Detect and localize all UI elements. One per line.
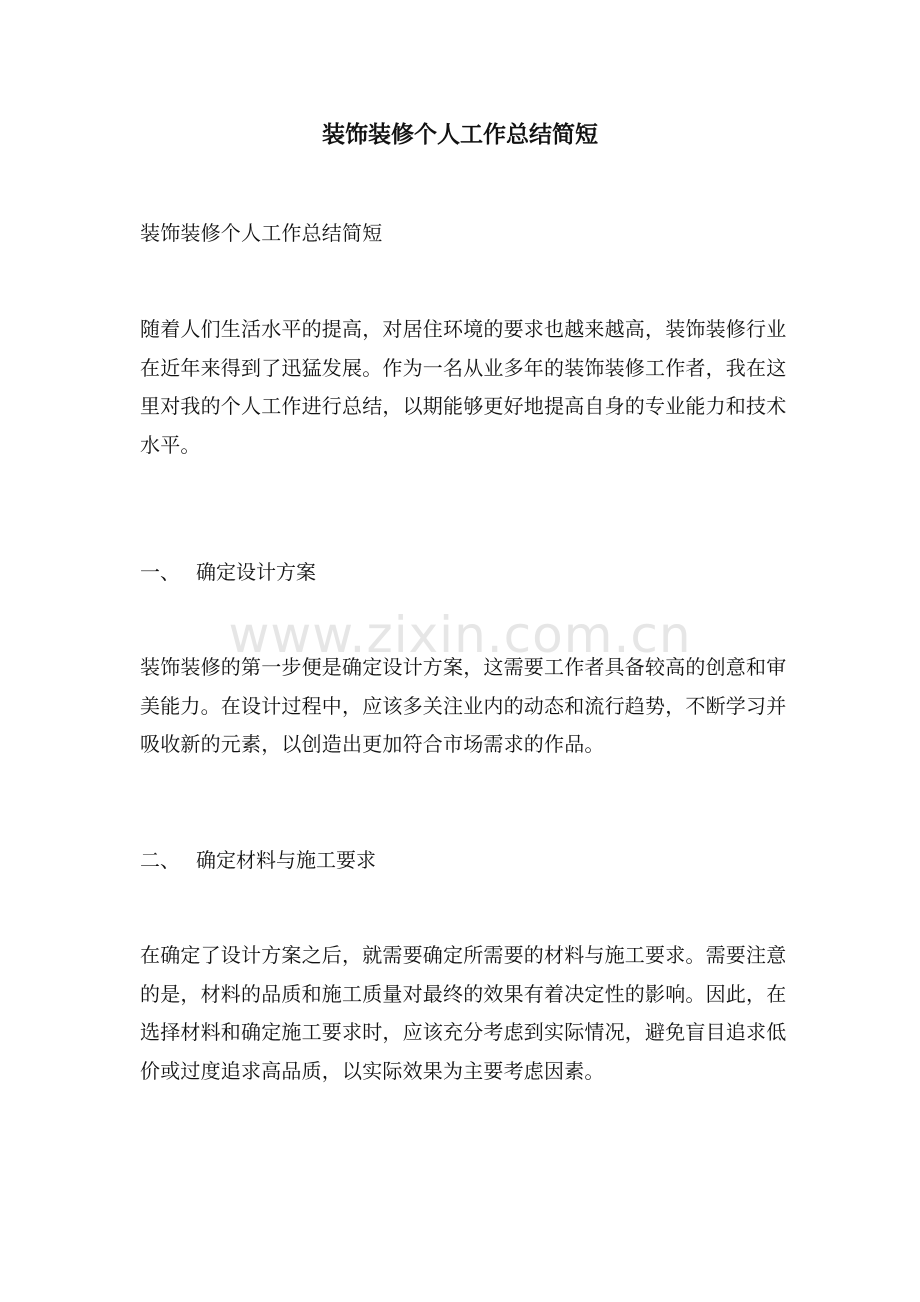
section-body-1: 装饰装修的第一步便是确定设计方案，这需要工作者具备较高的创意和审美能力。在设计过程中，应该多关注业内的动态和流行趋势，不断学习并吸收新的元素，以创造出更加符合市场需求的作品。 bbox=[140, 655, 787, 756]
watermark: www.zixin.com.cn bbox=[228, 606, 692, 664]
section-title-1: 确定设计方案 bbox=[196, 560, 316, 584]
section-number-1: 一、 bbox=[140, 560, 180, 584]
intro-paragraph: 随着人们生活水平的提高，对居住环境的要求也越来越高，装饰装修行业在近年来得到了迅猛发展。作为一名从业多年的装饰装修工作者，我在这里对我的个人工作进行总结，以期能够更好地提高自身的专业能力和技术水平。 bbox=[140, 317, 787, 457]
section-title-2: 确定材料与施工要求 bbox=[196, 848, 376, 872]
section-heading-2 bbox=[140, 841, 376, 879]
section-body-2: 在确定了设计方案之后，就需要确定所需要的材料与施工要求。需要注意的是，材料的品质和施工质量对最终的效果有着决定性的影响。因此，在选择材料和确定施工要求时，应该充分考虑到实际情况，避免盲目追求低价或过度追求高品质，以实际效果为主要考虑因素。 bbox=[140, 943, 787, 1083]
document-title: 装饰装修个人工作总结简短 bbox=[322, 122, 598, 148]
section-heading-1 bbox=[140, 553, 316, 591]
section-number-2: 二、 bbox=[140, 848, 180, 872]
document-subtitle: 装饰装修个人工作总结简短 bbox=[140, 221, 383, 245]
